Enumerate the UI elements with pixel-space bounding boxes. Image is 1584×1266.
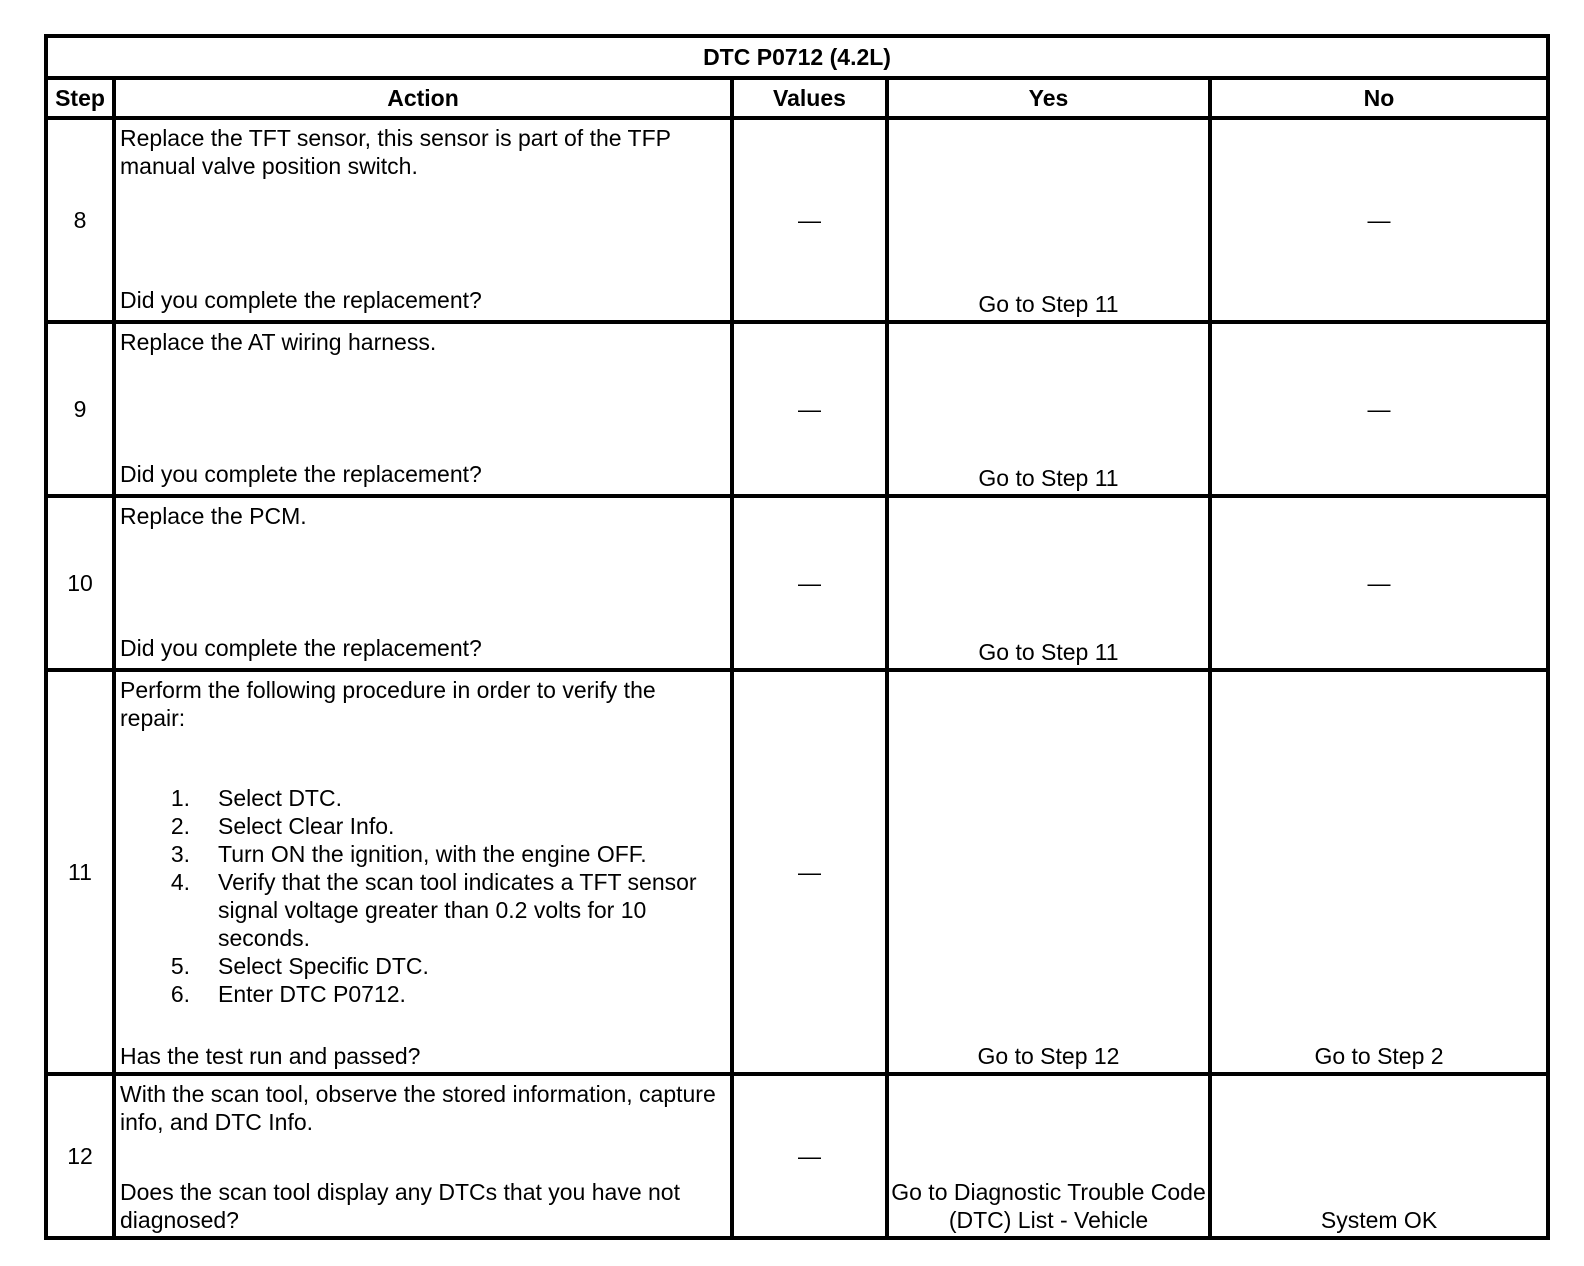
action-question: Has the test run and passed? [120,1043,421,1069]
no-cell: — [1210,322,1548,496]
table-row [46,322,1548,496]
action-cell [114,322,732,496]
table-row [46,1074,1548,1238]
header-step: Step [46,78,114,118]
list-text: Select Specific DTC. [218,953,429,979]
header-row [46,78,1548,118]
list-number: 6. [170,981,190,1007]
list-text: Verify that the scan tool indicates a TFT sensor signal voltage greater than 0.2 volts for 10 seconds. [218,869,697,951]
step-number: 11 [46,670,114,1074]
table-row [46,670,1548,1074]
header-action: Action [114,78,732,118]
action-cell [114,496,732,670]
diagnostic-table-container [44,34,1550,1240]
list-number: 2. [170,813,190,839]
action-question: Did you complete the replacement? [120,287,482,313]
no-cell: — [1210,496,1548,670]
list-item [120,868,726,952]
header-values: Values [732,78,887,118]
table-title-row [46,36,1548,78]
action-instruction: Replace the AT wiring harness. [120,329,437,355]
action-question: Did you complete the replacement? [120,461,482,487]
yes-link[interactable]: Go to Diagnostic Trouble Code (DTC) List - Vehicle [887,1074,1210,1238]
step-number: 8 [46,118,114,322]
table-row [46,496,1548,670]
header-yes: Yes [887,78,1210,118]
list-text: Select Clear Info. [218,813,395,839]
action-instruction: Replace the TFT sensor, this sensor is part of the TFP manual valve position switch. [120,125,671,179]
yes-link[interactable]: Go to Step 11 [887,322,1210,496]
values-cell: — [732,496,887,670]
header-no: No [1210,78,1548,118]
action-question: Did you complete the replacement? [120,635,482,661]
list-text: Select DTC. [218,785,342,811]
procedure-list [120,784,726,1008]
yes-link[interactable]: Go to Step 11 [887,496,1210,670]
table-title: DTC P0712 (4.2L) [46,36,1548,78]
step-number: 12 [46,1074,114,1238]
list-item [120,784,726,812]
diagnostic-table [44,34,1550,1240]
action-cell [114,118,732,322]
list-number: 3. [170,841,190,867]
no-status: System OK [1210,1074,1548,1238]
no-link[interactable]: Go to Step 2 [1210,670,1548,1074]
list-text: Enter DTC P0712. [218,981,406,1007]
action-question: Does the scan tool display any DTCs that you have not diagnosed? [120,1179,680,1233]
action-cell [114,1074,732,1238]
no-cell: — [1210,118,1548,322]
list-item [120,980,726,1008]
action-instruction: With the scan tool, observe the stored information, capture info, and DTC Info. [120,1081,716,1135]
list-item [120,840,726,868]
table-row [46,118,1548,322]
yes-link[interactable]: Go to Step 12 [887,670,1210,1074]
list-item [120,812,726,840]
step-number: 9 [46,322,114,496]
yes-link[interactable]: Go to Step 11 [887,118,1210,322]
list-number: 4. [170,869,190,895]
values-cell: — [732,118,887,322]
action-instruction: Perform the following procedure in order to verify the repair: [120,677,656,731]
values-cell: — [732,670,887,1074]
step-number: 10 [46,496,114,670]
list-number: 5. [170,953,190,979]
list-number: 1. [170,785,190,811]
action-cell [114,670,732,1074]
values-cell: — [732,322,887,496]
list-item [120,952,726,980]
list-text: Turn ON the ignition, with the engine OFF. [218,841,647,867]
action-instruction: Replace the PCM. [120,503,307,529]
values-cell: — [732,1074,887,1238]
